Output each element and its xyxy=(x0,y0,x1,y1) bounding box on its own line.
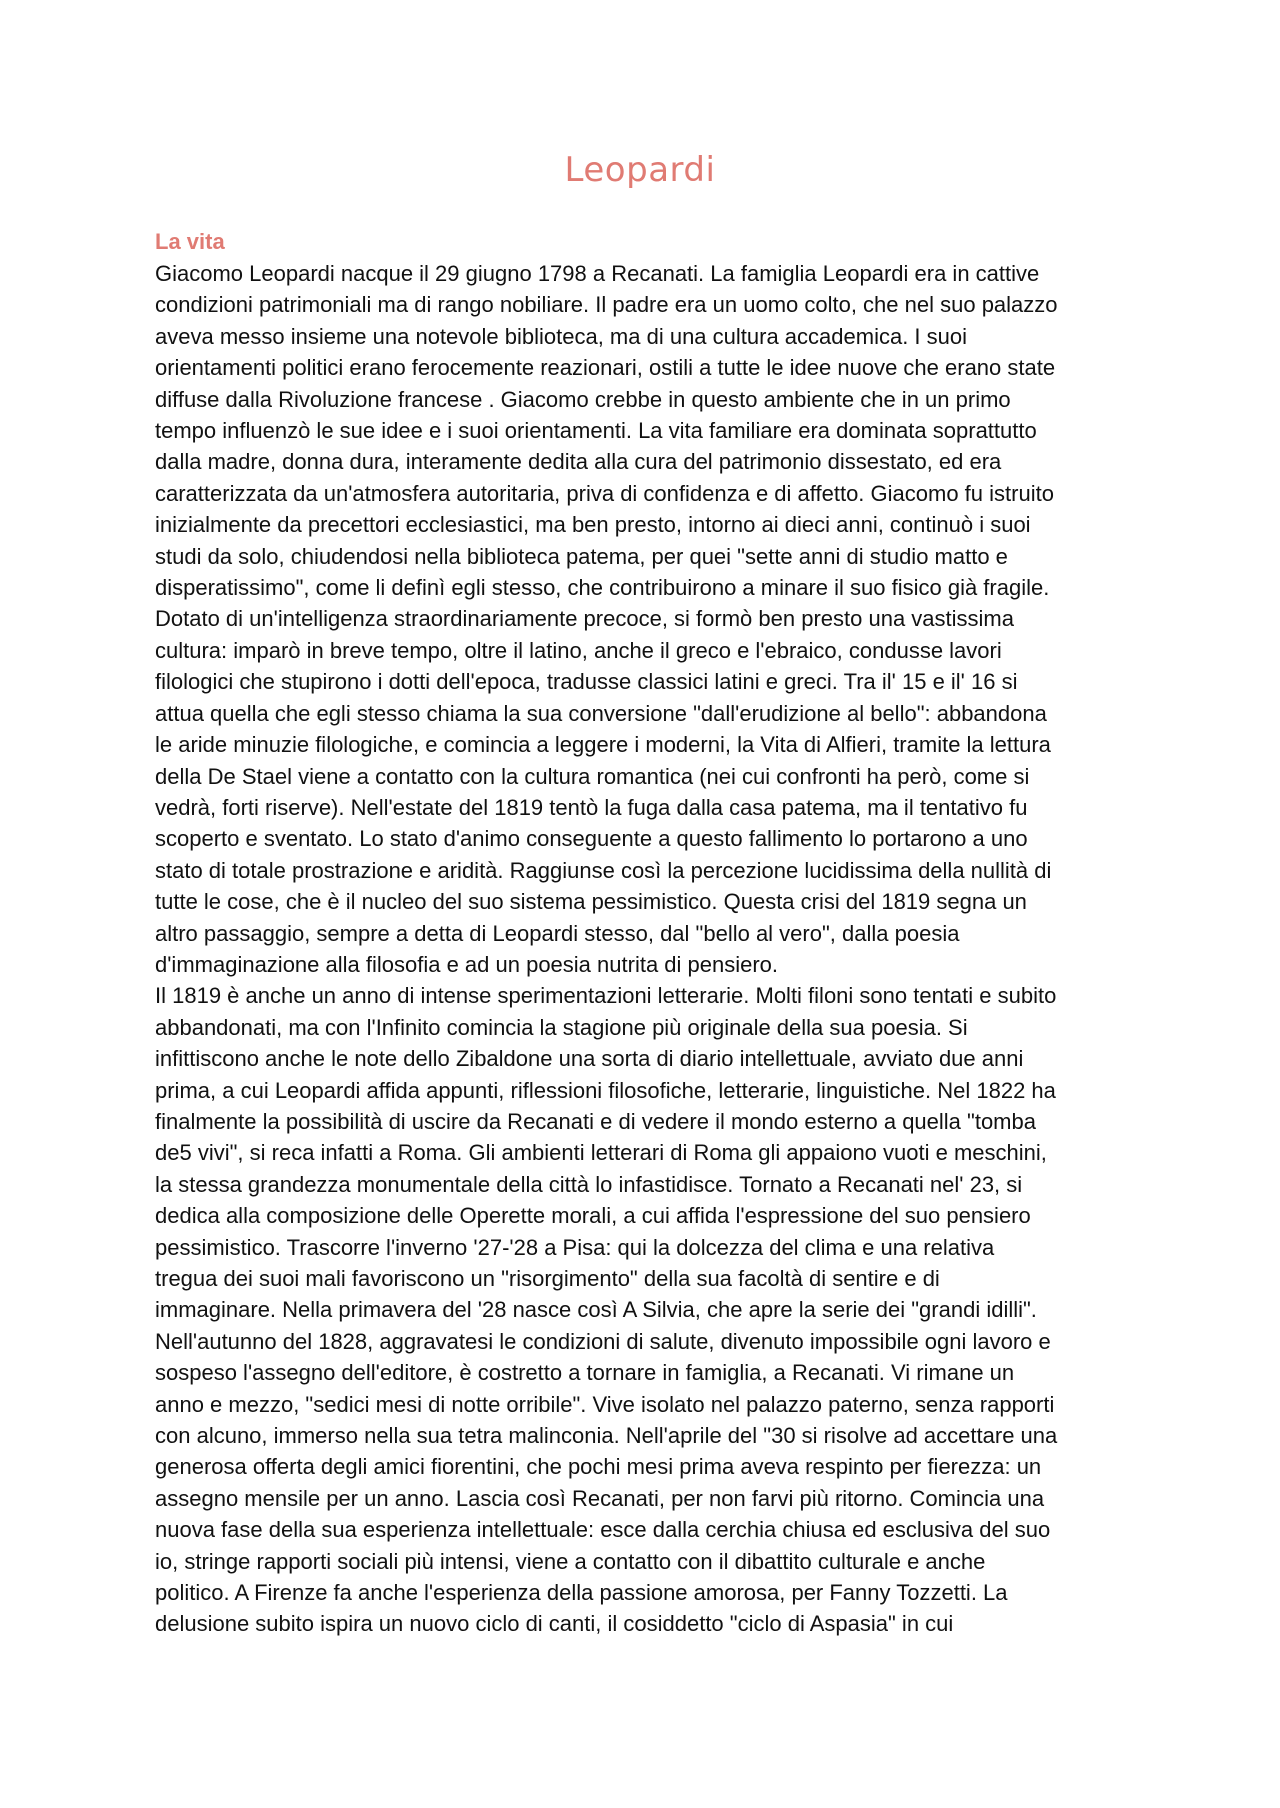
text-line: d'immaginazione alla filosofia e ad un poesia nutrita di pensiero. xyxy=(155,951,779,977)
text-line: abbandonati, ma con l'Infinito comincia la stagione più originale della sua poesia. Si xyxy=(155,1014,968,1040)
text-line: aveva messo insieme una notevole biblioteca, ma di una cultura accademica. I suoi xyxy=(155,323,968,349)
text-line: dalla madre, donna dura, interamente dedita alla cura del patrimonio dissestato, ed era xyxy=(155,449,1002,475)
text-line: studi da solo, chiudendosi nella biblioteca patema, per quei "sette anni di studio matto e xyxy=(155,543,1008,569)
text-line: le aride minuzie filologiche, e comincia a leggere i moderni, la Vita di Alfieri, tramite la lettura xyxy=(155,732,1051,758)
text-line: Nell'autunno del 1828, aggravatesi le condizioni di salute, divenuto impossibile ogni lavoro e xyxy=(155,1328,1051,1354)
text-line: inizialmente da precettori ecclesiastici, ma ben presto, intorno ai dieci anni, continuò i suoi xyxy=(155,512,1031,538)
text-line: Giacomo Leopardi nacque il 29 giugno 1798 a Recanati. La famiglia Leopardi era in cattive xyxy=(155,261,1040,286)
text-line: assegno mensile per un anno. Lascia così Recanati, per non farvi più ritorno. Comincia una xyxy=(155,1485,1045,1511)
text-line: filologici che stupirono i dotti dell'epoca, tradusse classici latini e greci. Tra il' 15 e il' 16 si xyxy=(155,669,1018,695)
text-line: finalmente la possibilità di uscire da Recanati e di vedere il mondo esterno a quella "tomba xyxy=(155,1108,1036,1134)
text-line: de5 vivi", si reca infatti a Roma. Gli ambienti letterari di Roma gli appaiono vuoti e meschini, xyxy=(155,1140,1047,1166)
text-line: immaginare. Nella primavera del '28 nasce così A Silvia, che apre la serie dei "grandi idilli". xyxy=(155,1297,1037,1323)
text-line: condizioni patrimoniali ma di rango nobiliare. Il padre era un uomo colto, che nel suo palazzo xyxy=(155,292,1058,318)
text-line: delusione subito ispira un nuovo ciclo di canti, il cosiddetto "ciclo di Aspasia" in cui xyxy=(155,1611,954,1637)
text-line: disperatissimo", come li definì egli stesso, che contribuirono a minare il suo fisico già fragile. xyxy=(155,575,1050,601)
text-line: Il 1819 è anche un anno di intense sperimentazioni letterarie. Molti filoni sono tentati e subito xyxy=(155,983,1057,1009)
text-line: sospeso l'assegno dell'editore, è costretto a tornare in famiglia, a Recanati. Vi rimane un xyxy=(155,1360,1015,1386)
text-line: tempo influenzò le sue idee e i suoi orientamenti. La vita familiare era dominata soprattutto xyxy=(155,418,1037,444)
text-line: nuova fase della sua esperienza intellettuale: esce dalla cerchia chiusa ed esclusiva del suo xyxy=(155,1517,1051,1543)
text-line: della De Stael viene a contatto con la cultura romantica (nei cui confronti ha però, come si xyxy=(155,763,1030,789)
text-line: altro passaggio, sempre a detta di Leopardi stesso, dal "bello al vero", dalla poesia xyxy=(155,920,960,946)
text-line: vedrà, forti riserve). Nell'estate del 1819 tentò la fuga dalla casa patema, ma il tentativo fu xyxy=(155,794,1028,820)
text-line: anno e mezzo, "sedici mesi di notte orribile". Vive isolato nel palazzo paterno, senza rapporti xyxy=(155,1391,1055,1417)
text-line: tregua dei suoi mali favoriscono un "risorgimento" della sua facoltà di sentire e di xyxy=(155,1266,940,1291)
text-line: dedica alla composizione delle Operette morali, a cui affida l'espressione del suo pensiero xyxy=(155,1203,1031,1229)
text-line: politico. A Firenze fa anche l'esperienza della passione amorosa, per Fanny Tozzetti. La xyxy=(155,1580,1008,1606)
text-line: stato di totale prostrazione e aridità. Raggiunse così la percezione lucidissima della nullità di xyxy=(155,857,1052,883)
text-line: Dotato di un'intelligenza straordinariamente precoce, si formò ben presto una vastissima xyxy=(155,606,1014,632)
text-line: prima, a cui Leopardi affida appunti, riflessioni filosofiche, letterarie, linguistiche. Nel 1822 ha xyxy=(155,1077,1056,1103)
text-line: scoperto e sventato. Lo stato d'animo conseguente a questo fallimento lo portarono a uno xyxy=(155,826,1028,852)
text-line: caratterizzata da un'atmosfera autoritaria, priva di confidenza e di affetto. Giacomo fu istruito xyxy=(155,480,1054,506)
text-line: generosa offerta degli amici fiorentini, che pochi mesi prima aveva respinto per fierezza: un xyxy=(155,1454,1042,1480)
body-text xyxy=(155,258,1135,1640)
text-line: orientamenti politici erano ferocemente reazionari, ostili a tutte le idee nuove che erano state xyxy=(155,355,1056,381)
text-line: la stessa grandezza monumentale della città lo infastidisce. Tornato a Recanati nel' 23, si xyxy=(155,1171,1023,1197)
text-line: con alcuno, immerso nella sua tetra malinconia. Nell'aprile del "30 si risolve ad accettare una xyxy=(155,1423,1058,1449)
page-title: Leopardi xyxy=(564,150,716,190)
text-line: cultura: imparò in breve tempo, oltre il latino, anche il greco e l'ebraico, condusse lavori xyxy=(155,637,1002,663)
section-heading: La vita xyxy=(155,229,225,254)
text-line: attua quella che egli stesso chiama la sua conversione "dall'erudizione al bello": abbandona xyxy=(155,700,1047,726)
text-line: io, stringe rapporti sociali più intensi, viene a contatto con il dibattito culturale e anche xyxy=(155,1548,986,1574)
text-line: diffuse dalla Rivoluzione francese . Giacomo crebbe in questo ambiente che in un primo xyxy=(155,386,1011,412)
text-line: infittiscono anche le note dello Zibaldone una sorta di diario intellettuale, avviato due anni xyxy=(155,1046,1024,1072)
text-line: tutte le cose, che è il nucleo del suo sistema pessimistico. Questa crisi del 1819 segna un xyxy=(155,889,1027,915)
text-line: pessimistico. Trascorre l'inverno '27-'28 a Pisa: qui la dolcezza del clima e una relativa xyxy=(155,1234,995,1260)
